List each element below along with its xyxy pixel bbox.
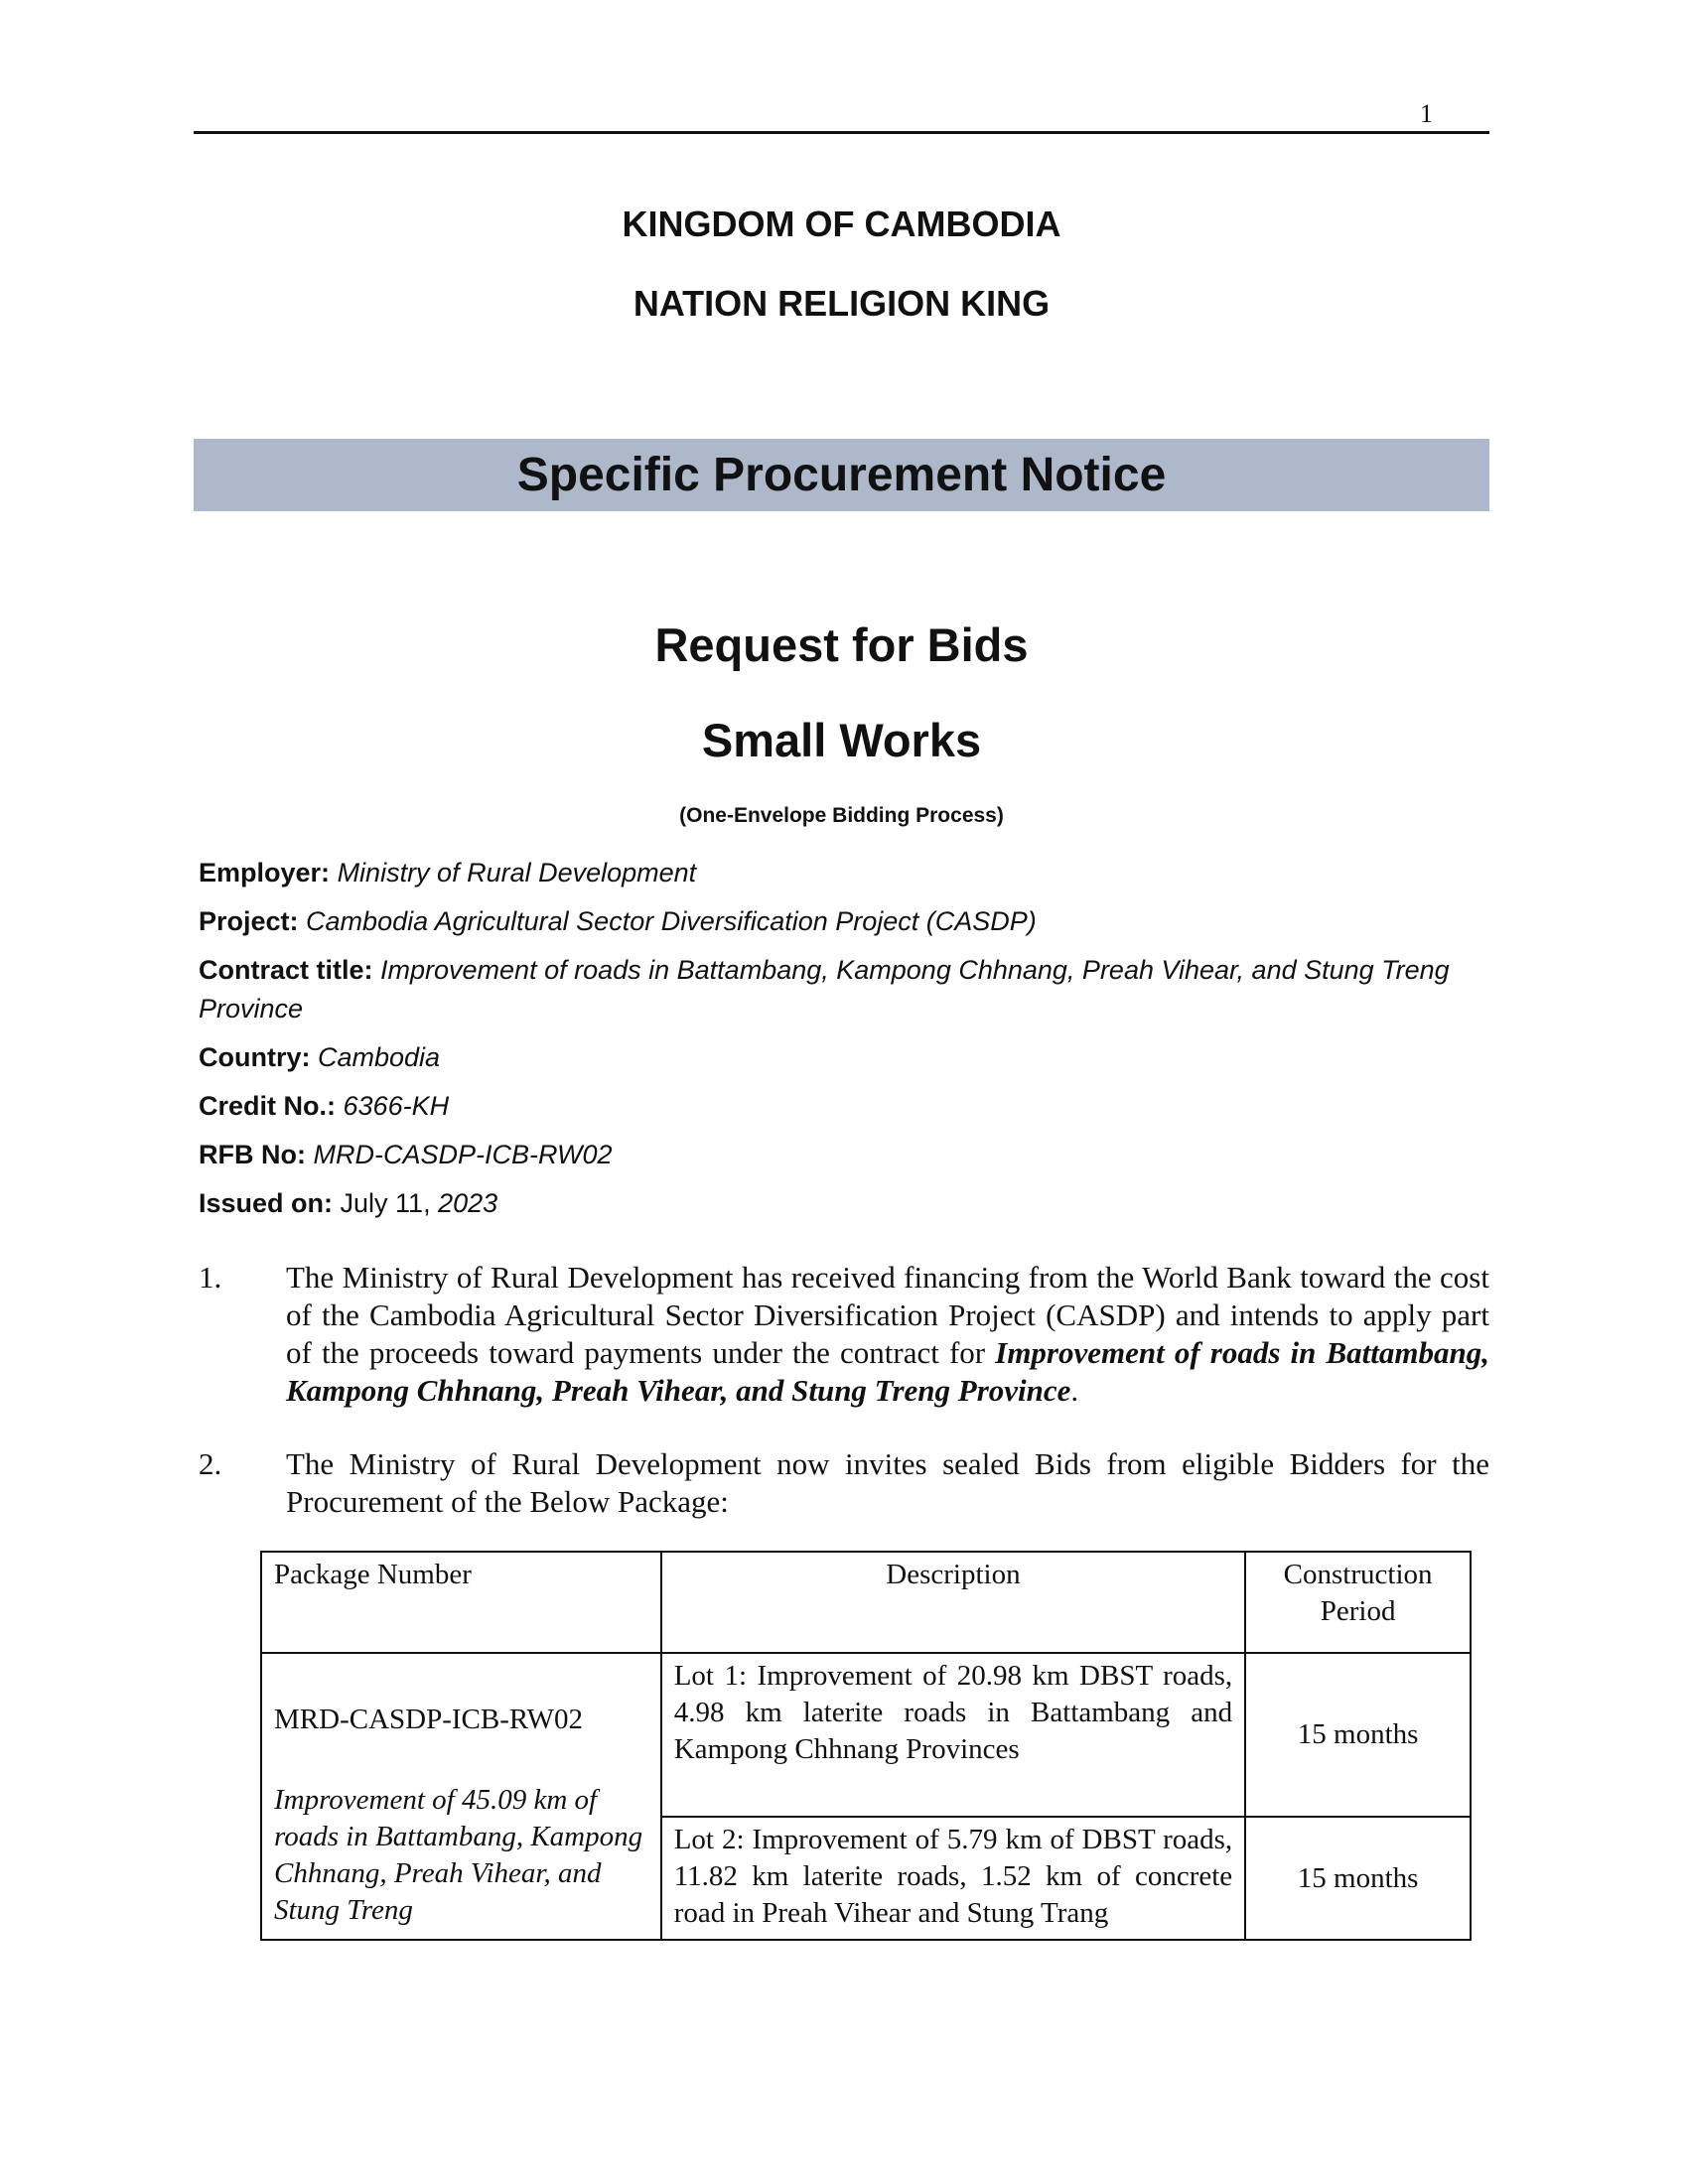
meta-label: Project: [199, 906, 299, 936]
meta-label: Contract title: [199, 955, 373, 985]
header-rule [194, 131, 1489, 134]
meta-rfb [199, 1136, 1489, 1174]
meta-employer [199, 854, 1489, 892]
meta-label: Country: [199, 1042, 311, 1072]
meta-country [199, 1038, 1489, 1077]
country-heading: KINGDOM OF CAMBODIA [622, 204, 1061, 244]
meta-credit [199, 1087, 1489, 1126]
meta-label: Credit No.: [199, 1091, 336, 1121]
meta-value: Improvement of roads in Battambang, Kampong Chhnang, Preah Vihear, and Stung Treng Province [199, 955, 1450, 1024]
header-cell: Construction Period [1245, 1552, 1471, 1653]
table-header-row [261, 1552, 1471, 1653]
meta-issued [199, 1184, 1489, 1223]
paragraph-body: The Ministry of Rural Development has received financing from the World Bank toward the cost of the Cambodia Agricultural Sector Diversification Project (CASDP) and intends to apply part of the proceeds toward payments under the contract for Improvement of roads in Battambang, Kampong Chhnang, Preah Vihear, and Stung Treng Province. [286, 1260, 1490, 1408]
meta-contract-title [199, 951, 1489, 1028]
motto-heading: NATION RELIGION KING [633, 283, 1051, 324]
header-cell: Description [661, 1552, 1245, 1653]
document-subtitle: Small Works [701, 714, 982, 766]
paragraph-2 [199, 1445, 1489, 1521]
banner-title: Specific Procurement Notice [516, 449, 1167, 501]
meta-label: RFB No: [199, 1140, 306, 1169]
bidding-process-note: (One-Envelope Bidding Process) [679, 804, 1004, 827]
meta-label: Employer: [199, 858, 331, 887]
package-cell [261, 1653, 661, 1940]
notice-banner [194, 439, 1489, 511]
meta-value: Ministry of Rural Development [337, 858, 697, 887]
lot-period: 15 months [1245, 1653, 1471, 1817]
paragraph-1 [199, 1259, 1489, 1410]
meta-project [199, 902, 1489, 941]
table-row [261, 1653, 1471, 1817]
package-number: MRD-CASDP-ICB-RW02 [274, 1704, 583, 1735]
package-table [260, 1551, 1472, 1941]
paragraph-body: The Ministry of Rural Development now invites sealed Bids from eligible Bidders for the Procurement of the Below Package: [286, 1446, 1489, 1519]
meta-value-year: 2023 [438, 1188, 498, 1218]
package-description: Improvement of 45.09 km of roads in Battambang, Kampong Chhnang, Preah Vihear, and Stung Treng [274, 1784, 643, 1926]
page-number: 1 [1420, 99, 1433, 128]
lot-period: 15 months [1245, 1817, 1471, 1940]
lot-description: Lot 2: Improvement of 5.79 km of DBST roads, 11.82 km laterite roads, 1.52 km of concrete road in Preah Vihear and Stung Trang [661, 1817, 1245, 1940]
meta-value: MRD-CASDP-ICB-RW02 [313, 1140, 613, 1169]
meta-label: Issued on: [199, 1188, 334, 1218]
meta-value: 6366-KH [343, 1091, 450, 1121]
header-cell: Package Number [261, 1552, 661, 1653]
meta-value: Cambodia [318, 1042, 441, 1072]
lot-description: Lot 1: Improvement of 20.98 km DBST roads, 4.98 km laterite roads in Battambang and Kampong Chhnang Provinces [661, 1653, 1245, 1817]
paragraph-number: 2. [199, 1446, 222, 1481]
meta-value: Cambodia Agricultural Sector Diversification Project (CASDP) [306, 906, 1037, 936]
contract-emphasis: Improvement of roads in Battambang, Kampong Chhnang, Preah Vihear, and Stung Treng Province [286, 1335, 1490, 1408]
document-title: Request for Bids [654, 618, 1029, 671]
meta-value: July 11, [340, 1188, 431, 1218]
paragraph-number: 1. [199, 1260, 222, 1295]
